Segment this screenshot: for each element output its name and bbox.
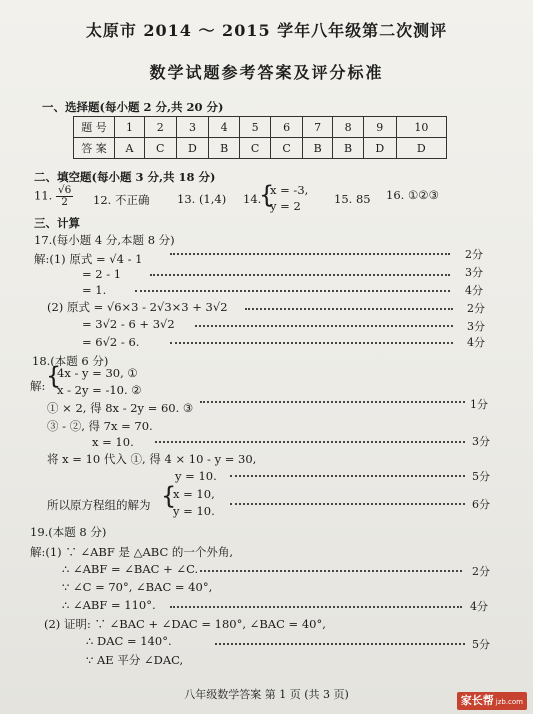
page-subtitle: 数学试题参考答案及评分标准: [149, 63, 384, 82]
score-label: 2分: [467, 302, 485, 315]
table-cell: 7: [302, 117, 332, 138]
score-label: 4分: [465, 284, 483, 297]
leader-dots: [230, 475, 465, 477]
leader-dots: [215, 643, 465, 645]
page-footer: 八年级数学答案 第 1 页 (共 3 页): [184, 688, 349, 701]
table-cell: D: [176, 138, 209, 159]
q17-line: = 2 - 1: [82, 267, 122, 281]
table-cell: D: [396, 138, 446, 159]
fraction-numerator: √6: [57, 184, 72, 196]
score-label: 3分: [465, 266, 483, 279]
q18-line: ① × 2, 得 8x - 2y = 60. ③: [47, 401, 194, 415]
leader-dots: [200, 401, 465, 403]
leader-dots: [230, 503, 465, 505]
q17-line: = 3√2 - 6 + 3√2: [82, 317, 175, 331]
q18-jie: 解:: [30, 379, 46, 393]
table-cell: B: [302, 138, 332, 159]
q19-line: ∴ ∠ABF = ∠BAC + ∠C.: [62, 562, 199, 576]
q17-line: (2) 原式 = √6×3 - 2√3×3 + 3√2: [47, 300, 228, 314]
table-cell: 10: [396, 117, 446, 138]
table-cell: B: [333, 138, 363, 159]
fill-q14-line2: y = 2: [270, 199, 301, 213]
q19-line: ∴ DAC = 140°.: [86, 634, 172, 648]
table-cell: 9: [363, 117, 396, 138]
watermark-text: 家长帮: [460, 694, 494, 707]
table-row-numbers: [74, 117, 447, 138]
table-cell: 1: [115, 117, 145, 138]
table-cell: C: [239, 138, 271, 159]
leader-dots: [170, 342, 453, 344]
leader-dots: [150, 274, 450, 276]
fraction: [56, 185, 73, 208]
score-label: 5分: [472, 470, 490, 483]
fill-q11: [34, 185, 73, 208]
table-row-label: 题 号: [74, 117, 115, 138]
section-calc-heading: 三、计算: [34, 216, 80, 230]
q19-line: ∵ ∠C = 70°, ∠BAC = 40°,: [62, 580, 213, 594]
q19-line: ∵ AE 平分 ∠DAC,: [86, 653, 184, 667]
q19-heading: 19.(本题 8 分): [30, 525, 107, 539]
score-label: 3分: [472, 435, 490, 448]
table-cell: 5: [239, 117, 271, 138]
score-label: 4分: [467, 336, 485, 349]
score-label: 6分: [472, 498, 490, 511]
fill-q12: 12. 不正确: [93, 193, 150, 207]
table-cell: 8: [333, 117, 363, 138]
brace-icon: {: [161, 482, 177, 510]
brace-icon: {: [46, 362, 62, 390]
q18-eq1: 4x - y = 30, ①: [57, 366, 138, 380]
q19-line: ∴ ∠ABF = 110°.: [62, 598, 156, 612]
fill-q15: 15. 85: [334, 192, 371, 206]
leader-dots: [155, 441, 465, 443]
q18-sol1: x = 10,: [173, 487, 215, 501]
score-label: 5分: [472, 638, 490, 651]
q17-line: 解:(1) 原式 = √4 - 1: [34, 252, 143, 266]
page-title: 太原市 2014 ～ 2015 学年八年级第二次测评: [85, 21, 448, 40]
q17-heading: 17.(每小题 4 分,本题 8 分): [34, 233, 175, 247]
leader-dots: [170, 606, 462, 608]
leader-dots: [195, 325, 453, 327]
watermark-logo: [457, 692, 527, 710]
table-cell: 4: [209, 117, 239, 138]
score-label: 3分: [467, 320, 485, 333]
q17-line: = 6√2 - 6.: [82, 335, 140, 349]
table-row-answers: [74, 138, 447, 159]
q19-line: 解:(1) ∵ ∠ABF 是 △ABC 的一个外角,: [30, 545, 234, 559]
leader-dots: [200, 570, 462, 572]
leader-dots: [135, 290, 450, 292]
table-cell: A: [115, 138, 145, 159]
fill-q13: 13. (1,4): [177, 192, 227, 206]
q18-line: x = 10.: [92, 435, 134, 449]
score-label: 2分: [472, 565, 490, 578]
leader-dots: [245, 308, 453, 310]
q18-line: 所以原方程组的解为: [47, 498, 151, 512]
q18-sol2: y = 10.: [173, 504, 215, 518]
table-cell: C: [271, 138, 303, 159]
table-cell: 3: [176, 117, 209, 138]
q18-eq2: x - 2y = -10. ②: [57, 383, 142, 397]
table-cell: 2: [144, 117, 176, 138]
fill-q16: 16. ①②③: [386, 188, 439, 202]
table-cell: C: [144, 138, 176, 159]
score-label: 2分: [465, 248, 483, 261]
section-fill-heading: 二、填空题(每小题 3 分,共 18 分): [34, 170, 216, 184]
fraction-denominator: 2: [61, 196, 68, 208]
score-label: 4分: [470, 600, 488, 613]
table-row-label: 答 案: [74, 138, 115, 159]
section-choice-heading: 一、选择题(每小题 2 分,共 20 分): [42, 100, 224, 114]
brace-icon: {: [259, 181, 275, 209]
q18-line: y = 10.: [175, 469, 217, 483]
leader-dots: [170, 253, 450, 255]
score-label: 1分: [470, 398, 488, 411]
choice-answer-table: [73, 116, 447, 159]
q18-line: ③ - ②, 得 7x = 70.: [47, 419, 153, 433]
fill-q14-line1: x = -3,: [270, 183, 309, 197]
q18-heading: 18.(本题 6 分): [32, 354, 109, 368]
fill-q14-label: 14.: [243, 192, 262, 206]
q18-line: 将 x = 10 代入 ①, 得 4 × 10 - y = 30,: [47, 452, 257, 466]
table-cell: B: [209, 138, 239, 159]
watermark-sub: jzb.com: [495, 698, 523, 706]
q19-line: (2) 证明: ∵ ∠BAC + ∠DAC = 180°, ∠BAC = 40°,: [44, 617, 326, 631]
table-cell: D: [363, 138, 396, 159]
fill-q11-label: 11.: [34, 188, 53, 203]
table-cell: 6: [271, 117, 303, 138]
q17-line: = 1.: [82, 283, 107, 297]
